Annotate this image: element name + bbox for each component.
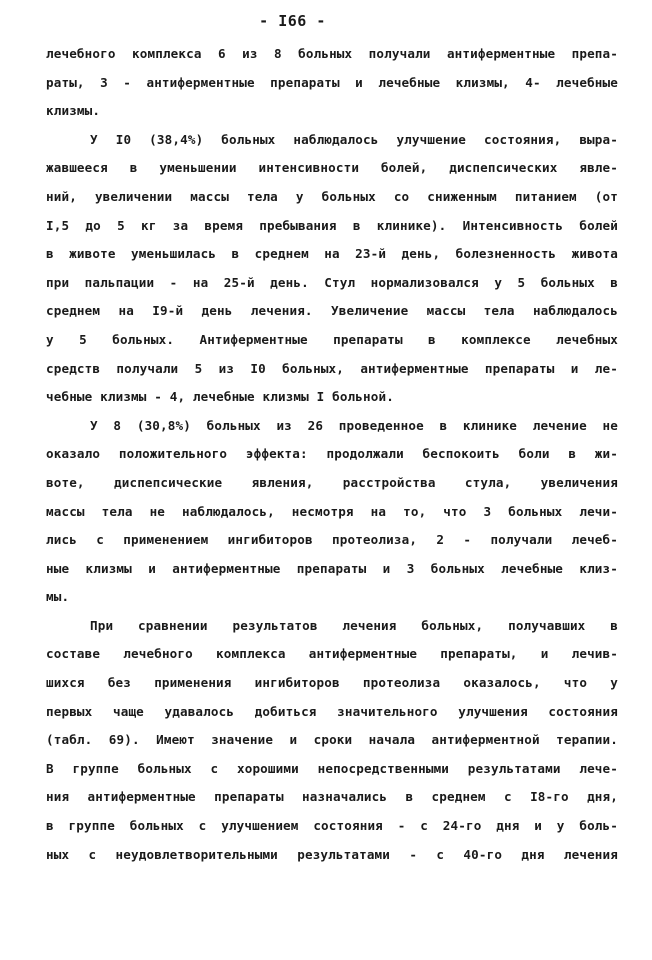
text-line: шихся без применения ингибиторов протеолиза оказалось, что у — [46, 675, 618, 691]
text-line: у 5 больных. Антиферментные препараты в комплексе лечебных — [46, 331, 618, 347]
text-line: среднем на I9-й день лечения. Увеличение массы тела наблюдалось — [46, 303, 618, 319]
text-line: жавшееся в уменьшении интенсивности болей, диспепсических явле- — [46, 160, 618, 176]
text-line: мы. — [46, 589, 70, 605]
text-line: раты, 3 - антиферментные препараты и лечебные клизмы, 4- лечебные — [46, 74, 618, 90]
text-line: лечебного комплекса 6 из 8 больных получали антиферментные препа- — [46, 46, 618, 61]
page-number: - I66 - — [259, 12, 326, 30]
text-line: первых чаще удавалось добиться значительного улучшения состояния — [46, 703, 618, 719]
text-line: массы тела не наблюдалось, несмотря на то, что 3 больных лечи- — [46, 503, 618, 519]
text-line: У I0 (38,4%) больных наблюдалось улучшение состояния, выра- — [90, 131, 618, 147]
text-line: воте, диспепсические явления, расстройства стула, увеличения — [46, 474, 618, 490]
text-line: ные клизмы и антиферментные препараты и 3 больных лечебные клиз- — [46, 560, 618, 576]
text-line: в группе больных с улучшением состояния - с 24-го дня и у боль- — [46, 818, 618, 834]
text-line: составе лечебного комплекса антиферментные препараты, и лечив- — [46, 646, 618, 662]
text-line: В группе больных с хорошими непосредственными результатами лече- — [46, 760, 618, 776]
text-line: средств получали 5 из I0 больных, антиферментные препараты и ле- — [46, 360, 618, 376]
text-line: I,5 до 5 кг за время пребывания в клинике). Интенсивность болей — [46, 217, 618, 233]
text-line: лись с применением ингибиторов протеолиза, 2 - получали лечеб- — [46, 532, 618, 548]
body-text — [46, 40, 618, 869]
text-line: ных с неудовлетворительными результатами - с 40-го дня лечения — [46, 846, 618, 862]
text-line: в животе уменьшилась в среднем на 23-й день, болезненность живота — [46, 246, 618, 262]
text-line: При сравнении результатов лечения больных, получавших в — [90, 617, 618, 633]
text-line: ний, увеличении массы тела у больных со сниженным питанием (от — [46, 188, 618, 204]
text-line: клизмы. — [46, 103, 101, 119]
text-line: У 8 (30,8%) больных из 26 проведенное в клинике лечение не — [90, 417, 618, 433]
text-line: при пальпации - на 25-й день. Стул нормализовался у 5 больных в — [46, 274, 618, 290]
text-line: (табл. 69). Имеют значение и сроки начала антиферментной терапии. — [46, 732, 618, 748]
text-line: оказало положительного эффекта: продолжали беспокоить боли в жи- — [46, 446, 618, 462]
text-line: чебные клизмы - 4, лечебные клизмы I больной. — [46, 389, 394, 405]
text-line: ния антиферментные препараты назначались в среднем с I8-го дня, — [46, 789, 618, 805]
